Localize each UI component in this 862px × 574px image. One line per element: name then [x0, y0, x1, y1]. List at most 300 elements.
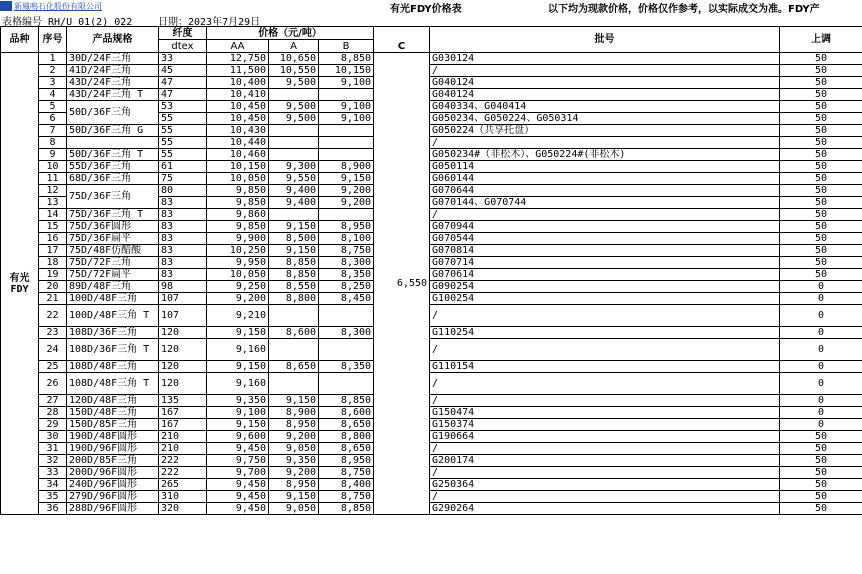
- price-a-cell: 8,850: [269, 257, 319, 269]
- adjust-cell: 50: [780, 479, 862, 491]
- lot-cell: G090254: [430, 281, 780, 293]
- table-row: [1, 305, 862, 327]
- dtex-cell: 55: [159, 149, 207, 161]
- price-a-cell: [269, 125, 319, 137]
- price-aa-cell: 10,430: [207, 125, 269, 137]
- price-aa-cell: 9,150: [207, 327, 269, 339]
- table-row: [1, 221, 862, 233]
- price-aa-cell: 9,900: [207, 233, 269, 245]
- price-aa-cell: 10,410: [207, 89, 269, 101]
- price-aa-cell: 9,860: [207, 209, 269, 221]
- dtex-cell: 55: [159, 137, 207, 149]
- adjust-cell: 50: [780, 503, 862, 515]
- price-c-cell: 6,550: [374, 53, 430, 515]
- dtex-cell: 75: [159, 173, 207, 185]
- table-row: [1, 185, 862, 197]
- adjust-cell: 50: [780, 125, 862, 137]
- seq-cell: 28: [39, 407, 67, 419]
- price-a-cell: 8,850: [269, 269, 319, 281]
- price-b-cell: 8,300: [319, 257, 374, 269]
- spec-cell: 75D/72F扁平: [67, 269, 159, 281]
- seq-cell: 8: [39, 137, 67, 149]
- spec-cell: 50D/36F三角 T: [67, 149, 159, 161]
- price-b-cell: 9,100: [319, 101, 374, 113]
- price-b-cell: 8,600: [319, 407, 374, 419]
- dtex-cell: 120: [159, 327, 207, 339]
- dtex-cell: 61: [159, 161, 207, 173]
- price-a-cell: 10,650: [269, 53, 319, 65]
- price-a-cell: 8,500: [269, 233, 319, 245]
- table-row: [1, 209, 862, 221]
- spec-cell: 288D/96F圆形: [67, 503, 159, 515]
- spec-cell: 100D/48F三角 T: [67, 305, 159, 327]
- price-aa-cell: 10,050: [207, 269, 269, 281]
- seq-cell: 9: [39, 149, 67, 161]
- price-aa-cell: 10,050: [207, 173, 269, 185]
- price-b-cell: 8,650: [319, 443, 374, 455]
- sheet-title: 有光FDY价格表: [390, 4, 462, 15]
- seq-cell: 16: [39, 233, 67, 245]
- price-b-cell: 8,750: [319, 245, 374, 257]
- price-b-cell: [319, 149, 374, 161]
- seq-cell: 35: [39, 491, 67, 503]
- price-b-cell: 8,950: [319, 221, 374, 233]
- price-aa-cell: 9,450: [207, 503, 269, 515]
- dtex-cell: 107: [159, 293, 207, 305]
- seq-cell: 36: [39, 503, 67, 515]
- adjust-cell: 50: [780, 245, 862, 257]
- table-row: [1, 65, 862, 77]
- price-b-cell: 8,400: [319, 479, 374, 491]
- price-a-cell: 9,050: [269, 503, 319, 515]
- seq-cell: 11: [39, 173, 67, 185]
- dtex-cell: 80: [159, 185, 207, 197]
- price-aa-cell: 9,700: [207, 467, 269, 479]
- dtex-cell: 210: [159, 443, 207, 455]
- adjust-cell: 0: [780, 293, 862, 305]
- company-name: 新鳳鳴石化股份有限公司: [14, 1, 102, 11]
- spec-cell: 55D/36F三角: [67, 161, 159, 173]
- seq-cell: 1: [39, 53, 67, 65]
- price-aa-cell: 9,450: [207, 479, 269, 491]
- price-a-cell: 9,050: [269, 443, 319, 455]
- spec-cell: 50D/36F三角: [67, 101, 159, 125]
- adjust-cell: 50: [780, 101, 862, 113]
- table-row: [1, 101, 862, 113]
- dtex-cell: 83: [159, 257, 207, 269]
- lot-cell: G100254: [430, 293, 780, 305]
- table-row: [1, 467, 862, 479]
- table-row: [1, 233, 862, 245]
- top-bar: [0, 0, 862, 15]
- seq-cell: 6: [39, 113, 67, 125]
- seq-cell: 13: [39, 197, 67, 209]
- price-b-cell: 8,350: [319, 269, 374, 281]
- lot-cell: G050234#（非松木）、G050224#(非松木): [430, 149, 780, 161]
- price-b-cell: 8,850: [319, 503, 374, 515]
- dtex-cell: 310: [159, 491, 207, 503]
- seq-cell: 32: [39, 455, 67, 467]
- price-a-cell: [269, 373, 319, 395]
- lot-cell: G070714: [430, 257, 780, 269]
- seq-cell: 30: [39, 431, 67, 443]
- lot-cell: G200174: [430, 455, 780, 467]
- lot-cell: /: [430, 373, 780, 395]
- adjust-cell: 50: [780, 431, 862, 443]
- adjust-cell: 50: [780, 65, 862, 77]
- lot-cell: G070144、G070744: [430, 197, 780, 209]
- price-a-cell: 9,400: [269, 197, 319, 209]
- dtex-cell: 83: [159, 269, 207, 281]
- price-a-cell: 8,950: [269, 479, 319, 491]
- lot-cell: /: [430, 395, 780, 407]
- price-b-cell: 9,200: [319, 185, 374, 197]
- adjust-cell: 0: [780, 361, 862, 373]
- price-b-cell: 8,750: [319, 491, 374, 503]
- table-row: [1, 53, 862, 65]
- price-b-cell: 8,100: [319, 233, 374, 245]
- dtex-cell: 120: [159, 361, 207, 373]
- price-a-cell: 9,500: [269, 113, 319, 125]
- price-a-cell: 9,200: [269, 431, 319, 443]
- table-row: [1, 173, 862, 185]
- seq-cell: 27: [39, 395, 67, 407]
- lot-cell: G070544: [430, 233, 780, 245]
- sheet-date: 日期：2023年7月29日: [158, 17, 261, 28]
- price-b-cell: 8,900: [319, 161, 374, 173]
- seq-cell: 14: [39, 209, 67, 221]
- seq-cell: 26: [39, 373, 67, 395]
- dtex-cell: 167: [159, 407, 207, 419]
- price-aa-cell: 10,250: [207, 245, 269, 257]
- dtex-cell: 135: [159, 395, 207, 407]
- lot-cell: G040334、G040414: [430, 101, 780, 113]
- adjust-cell: 50: [780, 197, 862, 209]
- price-aa-cell: 9,600: [207, 431, 269, 443]
- lot-cell: G110154: [430, 361, 780, 373]
- dtex-cell: 107: [159, 305, 207, 327]
- adjust-cell: 50: [780, 221, 862, 233]
- lot-cell: G050234、G050224、G050314: [430, 113, 780, 125]
- price-aa-cell: 9,160: [207, 339, 269, 361]
- lot-cell: G250364: [430, 479, 780, 491]
- spec-cell: 30D/24F三角: [67, 53, 159, 65]
- price-a-cell: 9,550: [269, 173, 319, 185]
- price-aa-cell: 9,750: [207, 455, 269, 467]
- table-row: [1, 245, 862, 257]
- table-row: [1, 281, 862, 293]
- lot-cell: G070814: [430, 245, 780, 257]
- price-b-cell: 8,250: [319, 281, 374, 293]
- price-aa-cell: 10,150: [207, 161, 269, 173]
- lot-cell: G050114: [430, 161, 780, 173]
- price-a-cell: 9,150: [269, 245, 319, 257]
- dtex-cell: 167: [159, 419, 207, 431]
- form-code: 表格编号 RH/U 01(2) 022: [2, 17, 133, 28]
- spec-cell: 100D/48F三角: [67, 293, 159, 305]
- adjust-cell: 50: [780, 113, 862, 125]
- spec-cell: 240D/96F圆形: [67, 479, 159, 491]
- lot-cell: /: [430, 305, 780, 327]
- dtex-cell: 98: [159, 281, 207, 293]
- lot-cell: G150474: [430, 407, 780, 419]
- table-row: [1, 455, 862, 467]
- spec-cell: 41D/24F三角: [67, 65, 159, 77]
- lot-cell: G070614: [430, 269, 780, 281]
- spec-cell: 150D/85F三角: [67, 419, 159, 431]
- spec-cell: 75D/36F圆形: [67, 221, 159, 233]
- dtex-cell: 33: [159, 53, 207, 65]
- col-lot: 批号: [430, 27, 780, 53]
- price-aa-cell: 10,440: [207, 137, 269, 149]
- price-b-cell: 8,300: [319, 327, 374, 339]
- lot-cell: /: [430, 467, 780, 479]
- dtex-cell: 83: [159, 209, 207, 221]
- adjust-cell: 50: [780, 233, 862, 245]
- lot-cell: G070944: [430, 221, 780, 233]
- adjust-cell: 50: [780, 443, 862, 455]
- adjust-cell: 50: [780, 185, 862, 197]
- lot-cell: G290264: [430, 503, 780, 515]
- lot-cell: G040124: [430, 89, 780, 101]
- price-b-cell: [319, 373, 374, 395]
- lot-cell: /: [430, 137, 780, 149]
- price-aa-cell: 11,500: [207, 65, 269, 77]
- dtex-cell: 83: [159, 233, 207, 245]
- price-aa-cell: 10,450: [207, 113, 269, 125]
- price-a-cell: [269, 339, 319, 361]
- col-spec: 产品规格: [67, 27, 159, 53]
- adjust-cell: 50: [780, 53, 862, 65]
- lot-cell: G030124: [430, 53, 780, 65]
- adjust-cell: 50: [780, 209, 862, 221]
- price-b-cell: [319, 89, 374, 101]
- spec-cell: 190D/96F圆形: [67, 443, 159, 455]
- table-row: [1, 443, 862, 455]
- price-b-cell: 8,750: [319, 467, 374, 479]
- price-a-cell: 8,650: [269, 361, 319, 373]
- table-row: [1, 339, 862, 361]
- price-aa-cell: 9,150: [207, 361, 269, 373]
- price-aa-cell: 9,160: [207, 373, 269, 395]
- table-row: [1, 419, 862, 431]
- price-aa-cell: 9,250: [207, 281, 269, 293]
- adjust-cell: 0: [780, 419, 862, 431]
- adjust-cell: 50: [780, 161, 862, 173]
- spec-cell: [67, 137, 159, 149]
- seq-cell: 17: [39, 245, 67, 257]
- dtex-cell: 210: [159, 431, 207, 443]
- table-row: [1, 395, 862, 407]
- adjust-cell: 50: [780, 77, 862, 89]
- spec-cell: 75D/48F仿醋酸: [67, 245, 159, 257]
- price-aa-cell: 9,350: [207, 395, 269, 407]
- price-a-cell: 9,300: [269, 161, 319, 173]
- dtex-cell: 83: [159, 221, 207, 233]
- col-category: 品种: [1, 27, 39, 53]
- price-b-cell: 10,150: [319, 65, 374, 77]
- price-b-cell: 8,450: [319, 293, 374, 305]
- price-a-cell: 8,800: [269, 293, 319, 305]
- lot-cell: G150374: [430, 419, 780, 431]
- price-aa-cell: 9,200: [207, 293, 269, 305]
- spec-cell: 68D/36F三角: [67, 173, 159, 185]
- dtex-cell: 320: [159, 503, 207, 515]
- price-aa-cell: 9,850: [207, 197, 269, 209]
- adjust-cell: 0: [780, 373, 862, 395]
- dtex-cell: 120: [159, 373, 207, 395]
- adjust-cell: 50: [780, 455, 862, 467]
- lot-cell: G050224（共享托盘）: [430, 125, 780, 137]
- col-dtex-1: 纤度: [159, 27, 207, 40]
- seq-cell: 20: [39, 281, 67, 293]
- table-row: [1, 431, 862, 443]
- table-row: [1, 257, 862, 269]
- table-row: [1, 269, 862, 281]
- price-b-cell: 9,200: [319, 197, 374, 209]
- price-aa-cell: 9,150: [207, 419, 269, 431]
- price-b-cell: [319, 305, 374, 327]
- dtex-cell: 83: [159, 245, 207, 257]
- seq-cell: 10: [39, 161, 67, 173]
- spec-cell: 75D/36F扁平: [67, 233, 159, 245]
- price-a-cell: 9,400: [269, 185, 319, 197]
- dtex-cell: 55: [159, 113, 207, 125]
- price-b-cell: 9,100: [319, 77, 374, 89]
- col-b: B: [319, 40, 374, 53]
- spec-cell: 75D/36F三角: [67, 185, 159, 209]
- price-a-cell: 9,500: [269, 77, 319, 89]
- adjust-cell: 50: [780, 89, 862, 101]
- price-a-cell: 9,500: [269, 101, 319, 113]
- spec-cell: 108D/36F三角 T: [67, 339, 159, 361]
- price-aa-cell: 10,400: [207, 77, 269, 89]
- col-aa: AA: [207, 40, 269, 53]
- price-a-cell: 9,200: [269, 467, 319, 479]
- adjust-cell: 0: [780, 327, 862, 339]
- dtex-cell: 47: [159, 89, 207, 101]
- table-row: [1, 327, 862, 339]
- seq-cell: 3: [39, 77, 67, 89]
- price-aa-cell: 9,850: [207, 185, 269, 197]
- adjust-cell: 50: [780, 269, 862, 281]
- price-b-cell: [319, 339, 374, 361]
- price-table: [0, 26, 862, 515]
- adjust-cell: 50: [780, 467, 862, 479]
- seq-cell: 21: [39, 293, 67, 305]
- table-row: [1, 125, 862, 137]
- table-row: [1, 161, 862, 173]
- table-row: [1, 491, 862, 503]
- adjust-cell: 50: [780, 257, 862, 269]
- adjust-cell: 50: [780, 137, 862, 149]
- seq-cell: 23: [39, 327, 67, 339]
- adjust-cell: 0: [780, 339, 862, 361]
- dtex-cell: 222: [159, 455, 207, 467]
- seq-cell: 25: [39, 361, 67, 373]
- spec-cell: 50D/36F三角 G: [67, 125, 159, 137]
- col-adjust: 上调: [780, 27, 862, 53]
- lot-cell: G060144: [430, 173, 780, 185]
- price-b-cell: 8,650: [319, 419, 374, 431]
- table-row: [1, 149, 862, 161]
- price-a-cell: 8,600: [269, 327, 319, 339]
- dtex-cell: 222: [159, 467, 207, 479]
- table-row: [1, 407, 862, 419]
- price-aa-cell: 10,450: [207, 101, 269, 113]
- price-b-cell: 8,850: [319, 395, 374, 407]
- price-a-cell: 8,900: [269, 407, 319, 419]
- spec-cell: 120D/48F三角: [67, 395, 159, 407]
- spec-cell: 108D/48F三角: [67, 361, 159, 373]
- price-a-cell: 9,150: [269, 491, 319, 503]
- adjust-cell: 0: [780, 281, 862, 293]
- adjust-cell: 0: [780, 395, 862, 407]
- adjust-cell: 50: [780, 149, 862, 161]
- spec-cell: 279D/96F圆形: [67, 491, 159, 503]
- lot-cell: /: [430, 491, 780, 503]
- price-a-cell: [269, 209, 319, 221]
- price-a-cell: [269, 137, 319, 149]
- seq-cell: 12: [39, 185, 67, 197]
- lot-cell: G110254: [430, 327, 780, 339]
- price-a-cell: 9,150: [269, 395, 319, 407]
- price-aa-cell: 9,850: [207, 221, 269, 233]
- spec-cell: 43D/24F三角 T: [67, 89, 159, 101]
- seq-cell: 18: [39, 257, 67, 269]
- price-a-cell: [269, 305, 319, 327]
- seq-cell: 2: [39, 65, 67, 77]
- price-b-cell: 8,950: [319, 455, 374, 467]
- spec-cell: 75D/36F三角 T: [67, 209, 159, 221]
- price-aa-cell: 9,450: [207, 491, 269, 503]
- dtex-cell: 120: [159, 339, 207, 361]
- price-b-cell: 9,150: [319, 173, 374, 185]
- adjust-cell: 0: [780, 407, 862, 419]
- dtex-cell: 53: [159, 101, 207, 113]
- table-row: [1, 137, 862, 149]
- spec-cell: 108D/36F三角: [67, 327, 159, 339]
- price-b-cell: [319, 137, 374, 149]
- spec-cell: 200D/85F三角: [67, 455, 159, 467]
- dtex-cell: 45: [159, 65, 207, 77]
- seq-cell: 34: [39, 479, 67, 491]
- seq-cell: 7: [39, 125, 67, 137]
- table-row: [1, 89, 862, 101]
- price-b-cell: 8,350: [319, 361, 374, 373]
- table-row: [1, 293, 862, 305]
- spec-cell: 75D/72F三角: [67, 257, 159, 269]
- spec-cell: 108D/48F三角 T: [67, 373, 159, 395]
- lot-cell: /: [430, 339, 780, 361]
- dtex-cell: 265: [159, 479, 207, 491]
- price-b-cell: 9,100: [319, 113, 374, 125]
- price-a-cell: [269, 149, 319, 161]
- adjust-cell: 0: [780, 305, 862, 327]
- lot-cell: G070644: [430, 185, 780, 197]
- price-a-cell: 10,550: [269, 65, 319, 77]
- lot-cell: G190664: [430, 431, 780, 443]
- dtex-cell: 47: [159, 77, 207, 89]
- col-price: 价格（元/吨）: [207, 27, 374, 40]
- seq-cell: 19: [39, 269, 67, 281]
- seq-cell: 5: [39, 101, 67, 113]
- category-cell: 有光FDY: [1, 53, 39, 515]
- seq-cell: 31: [39, 443, 67, 455]
- adjust-cell: 50: [780, 173, 862, 185]
- table-body: [1, 53, 862, 515]
- price-a-cell: 8,550: [269, 281, 319, 293]
